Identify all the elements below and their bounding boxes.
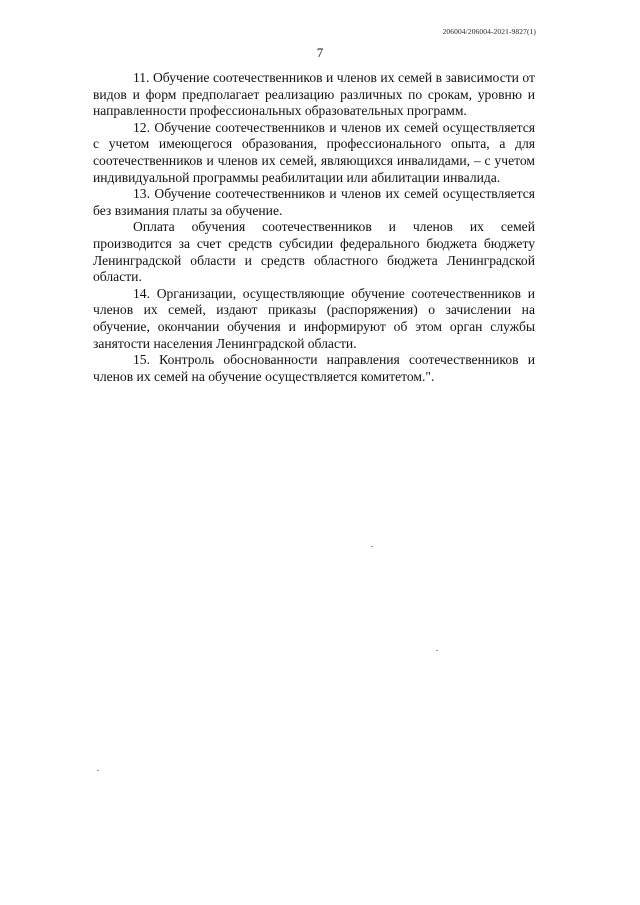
page-number: 7 [316, 45, 324, 60]
scan-speck [371, 546, 373, 547]
scan-speck [436, 650, 438, 651]
document-body [93, 70, 535, 385]
paragraph-15: 15. Контроль обоснованности направления соотечественников и членов их семей на обучение осуществляется комитетом.". [93, 352, 535, 384]
paragraph-payment: Оплата обучения соотечественников и членов их семей производится за счет средств субсидии федерального бюджета бюджету Ленинградской области и средств областного бюджета Ленинградской области. [93, 219, 535, 285]
scan-speck [97, 770, 99, 771]
paragraph-12: 12. Обучение соотечественников и членов их семей осуществляется с учетом имеющегося образования, профессионального опыта, а для соотечественников и членов их семей, являющихся инвалидами, – с учетом индивидуальной программы реабилитации или абилитации инвалида. [93, 119, 535, 185]
paragraph-13: 13. Обучение соотечественников и членов их семей осуществляется без взимания платы за обучение. [93, 186, 535, 218]
document-id: 206004/206004-2021-9827(1) [442, 27, 536, 36]
paragraph-11: 11. Обучение соотечественников и членов их семей в зависимости от видов и форм предполагает реализацию различных по срокам, уровню и направленности профессиональных образовательных программ. [93, 70, 535, 119]
paragraph-14: 14. Организации, осуществляющие обучение соотечественников и членов их семей, издают приказы (распоряжения) о зачислении на обучение, окончании обучения и информируют об этом орган службы занятости населения Ленинградской области. [93, 285, 535, 351]
